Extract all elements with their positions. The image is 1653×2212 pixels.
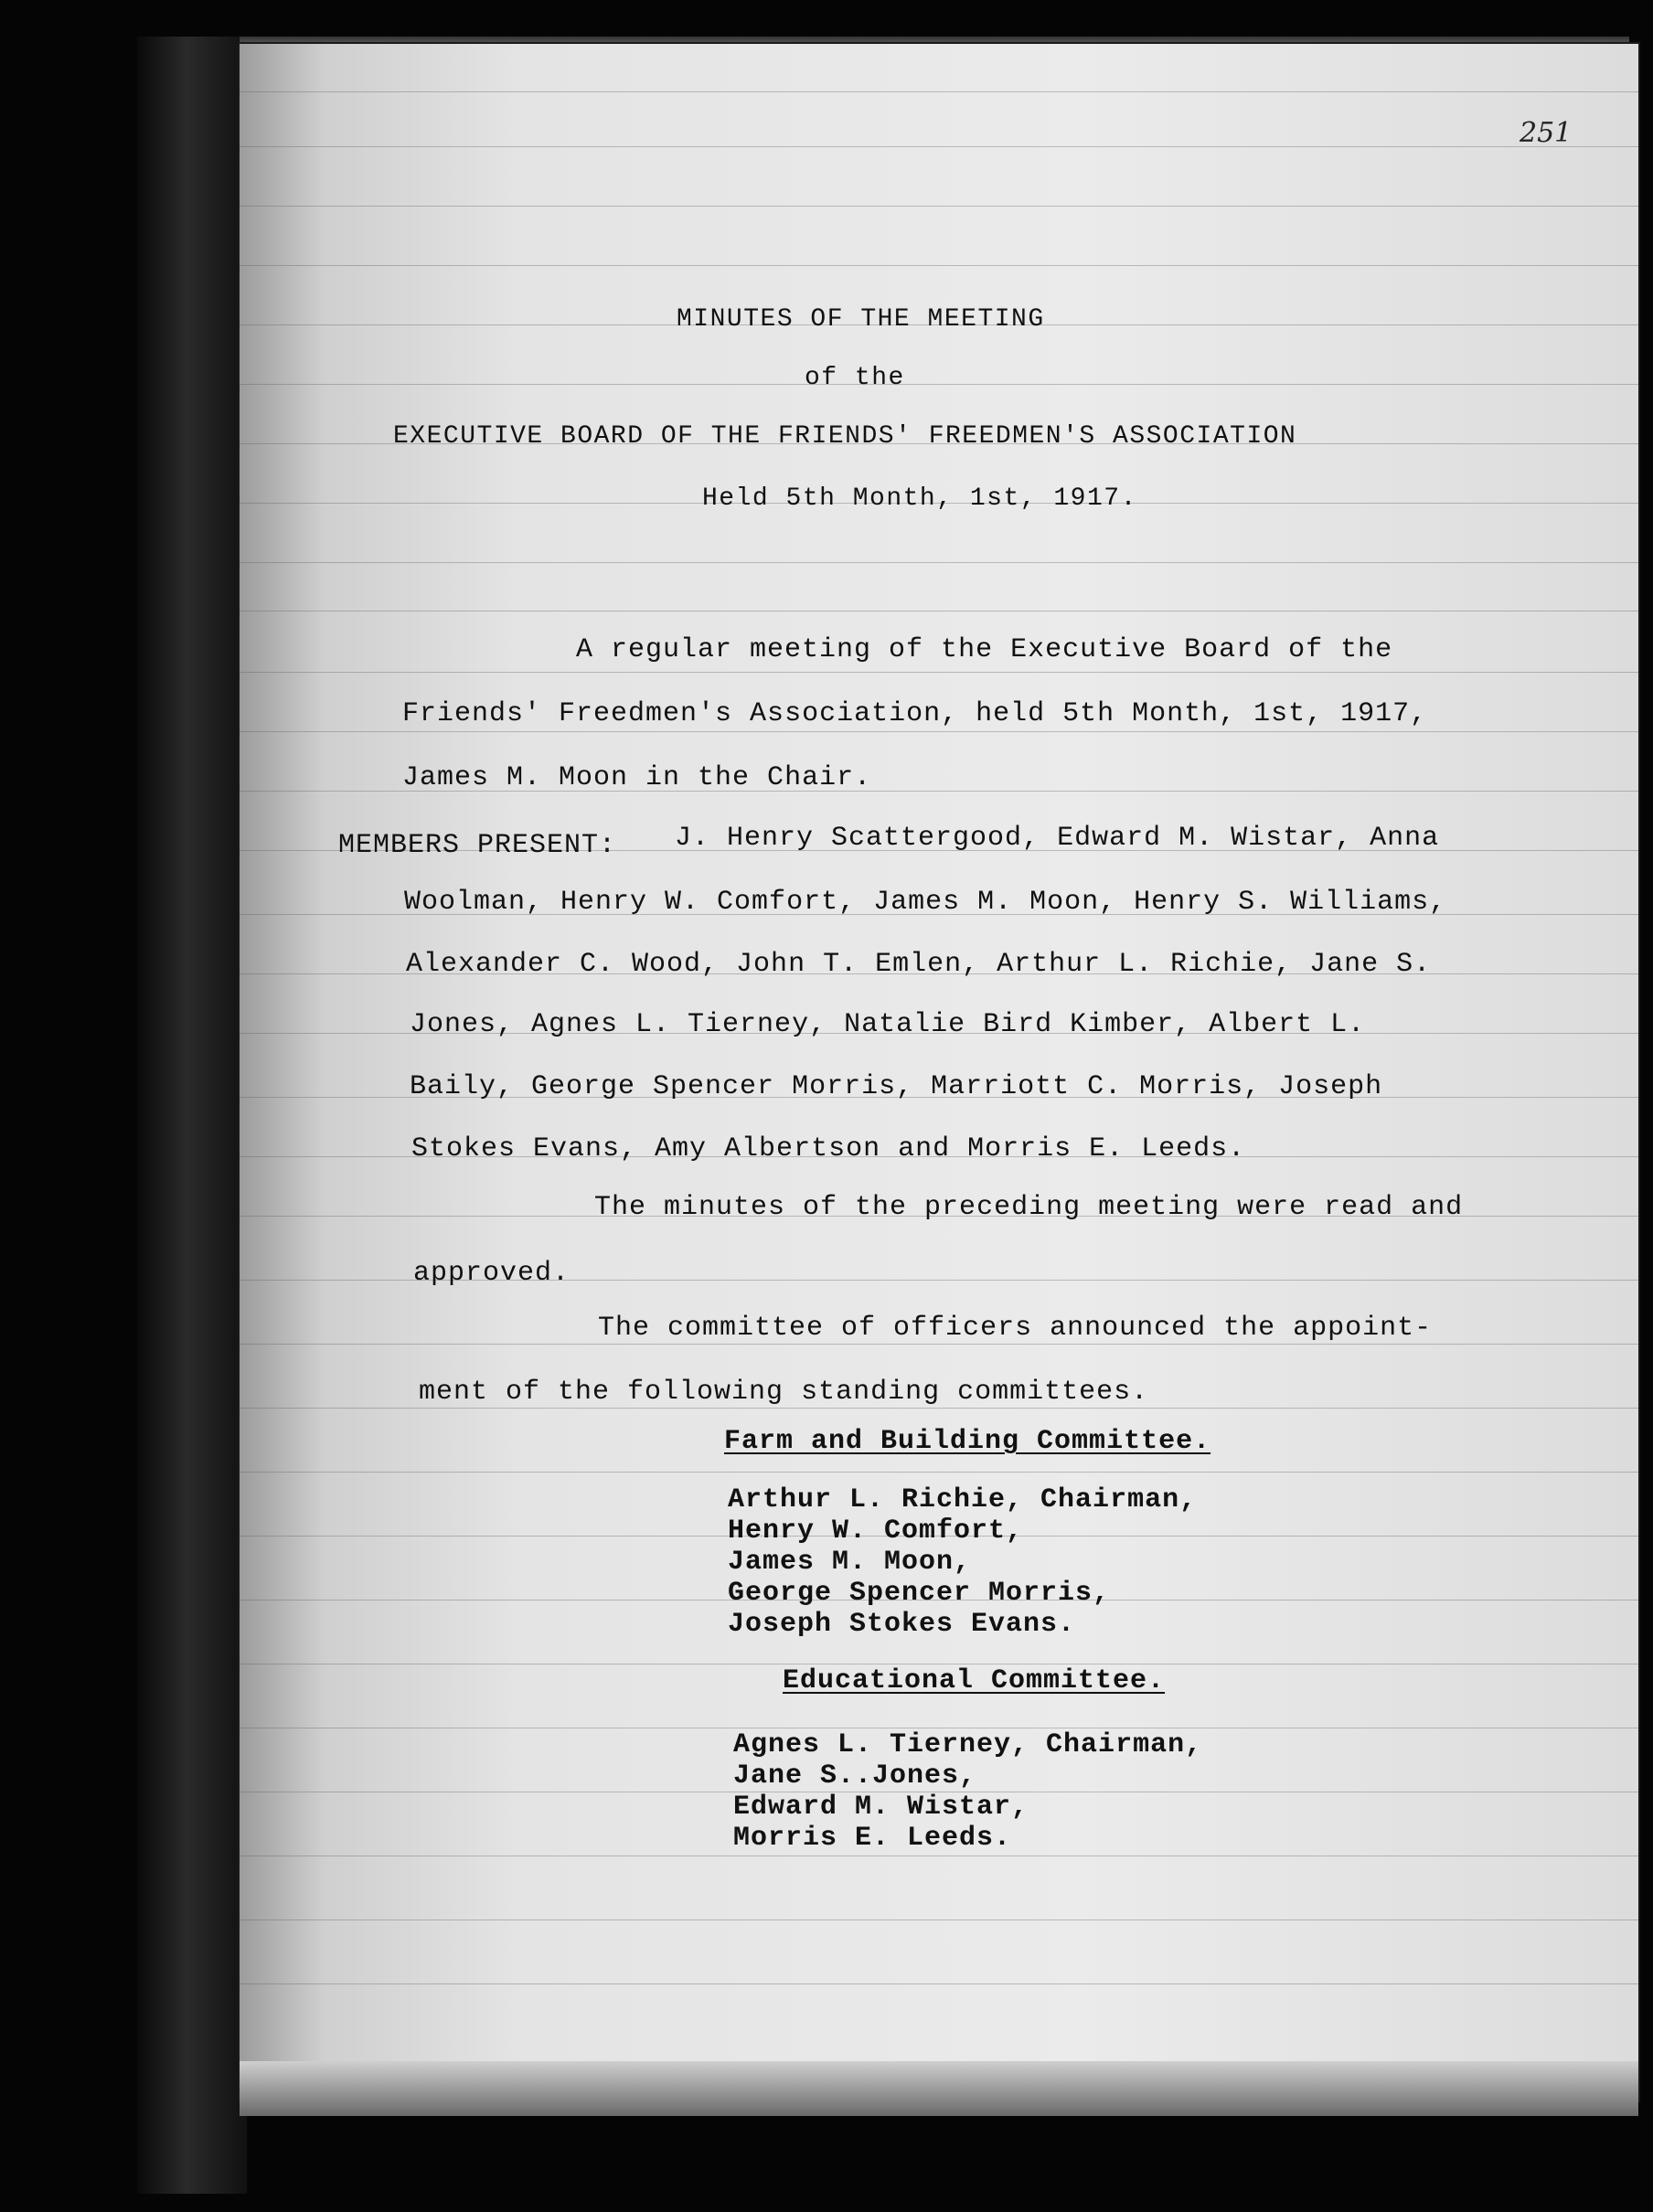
ruled-line [240, 91, 1638, 92]
members-line-4: Jones, Agnes L. Tierney, Natalie Bird Kimber, Albert L. [410, 1009, 1366, 1040]
ruled-line [240, 206, 1638, 207]
committee-member: Agnes L. Tierney, Chairman, [733, 1729, 1203, 1760]
minutes-line-2: approved. [413, 1258, 571, 1289]
committee-member: Morris E. Leeds. [733, 1823, 1012, 1854]
ruled-line [240, 1983, 1638, 1984]
committee-member: Henry W. Comfort, [728, 1515, 1024, 1547]
members-line-5: Baily, George Spencer Morris, Marriott C. Morris, Joseph [410, 1071, 1383, 1102]
committee-member: George Spencer Morris, [728, 1578, 1111, 1609]
members-line-3: Alexander C. Wood, John T. Emlen, Arthur L. Richie, Jane S. [406, 949, 1432, 980]
committee-member: Joseph Stokes Evans. [728, 1609, 1076, 1640]
ruled-line [240, 265, 1638, 266]
title-line-4: Held 5th Month, 1st, 1917. [702, 484, 1137, 513]
members-line-6: Stokes Evans, Amy Albertson and Morris E. Leeds. [411, 1133, 1246, 1164]
intro-line-2: Friends' Freedmen's Association, held 5th Month, 1st, 1917, [402, 698, 1428, 729]
ruled-line [240, 384, 1638, 385]
committee-member: James M. Moon, [728, 1547, 972, 1578]
intro-line-3: James M. Moon in the Chair. [402, 762, 872, 793]
intro-line-1: A regular meeting of the Executive Board of the [576, 634, 1393, 665]
members-line-1: J. Henry Scattergood, Edward M. Wistar, Anna [675, 823, 1440, 854]
committee-title-educational: Educational Committee. [783, 1665, 1166, 1696]
committee-title-farm: Farm and Building Committee. [724, 1426, 1211, 1457]
page-number: 251 [1520, 117, 1573, 149]
members-label: MEMBERS PRESENT: [338, 830, 617, 861]
committee-member: Arthur L. Richie, Chairman, [728, 1484, 1198, 1515]
minutes-line-1: The minutes of the preceding meeting were read and [594, 1192, 1464, 1223]
title-line-3: EXECUTIVE BOARD OF THE FRIENDS' FREEDMEN'S ASSOCIATION [393, 422, 1297, 451]
ruled-line [240, 562, 1638, 563]
ruled-line [240, 146, 1638, 147]
ruled-line [240, 672, 1638, 673]
title-line-1: MINUTES OF THE MEETING [677, 305, 1045, 334]
ruled-line [240, 1344, 1638, 1345]
page-bottom-edge [240, 2061, 1638, 2116]
ruled-line [240, 731, 1638, 732]
committee-intro-line-2: ment of the following standing committees. [419, 1377, 1149, 1408]
binding-shadow [137, 37, 247, 2194]
members-line-2: Woolman, Henry W. Comfort, James M. Moon, Henry S. Williams, [404, 887, 1447, 918]
committee-intro-line-1: The committee of officers announced the appoint- [598, 1313, 1433, 1344]
ruled-line [240, 1472, 1638, 1473]
committee-member: Edward M. Wistar, [733, 1792, 1029, 1823]
committee-member: Jane S..Jones, [733, 1760, 977, 1792]
title-line-2: of the [805, 364, 905, 392]
ruled-line [240, 1408, 1638, 1409]
